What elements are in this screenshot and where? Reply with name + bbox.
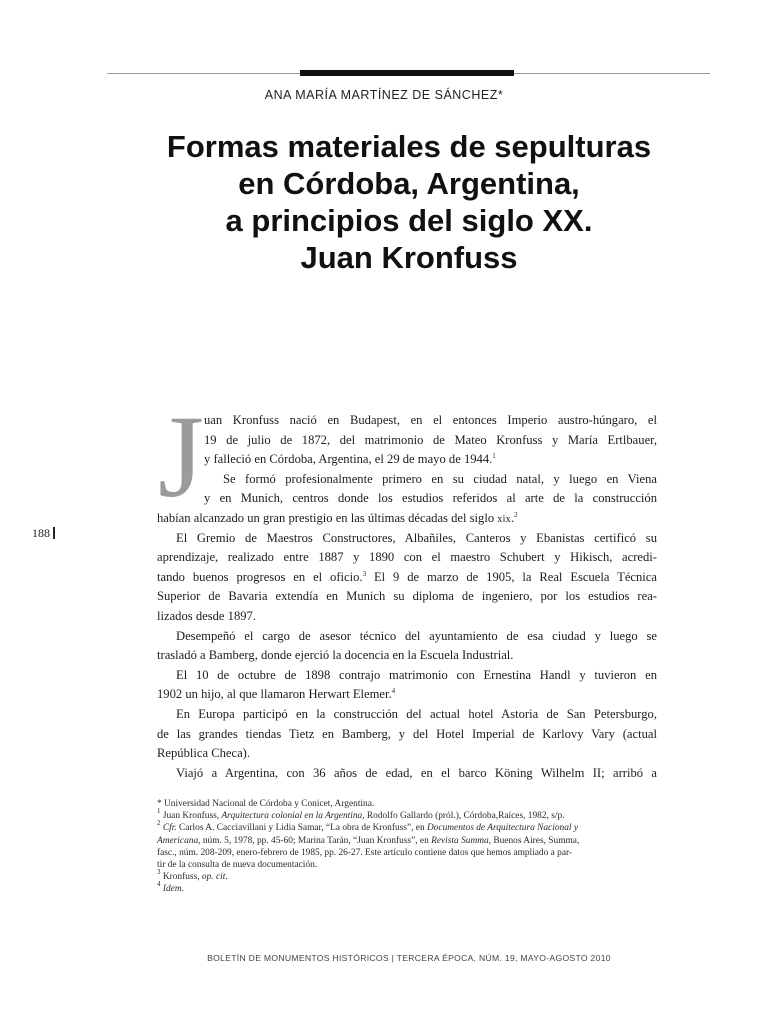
header-rule-accent <box>300 70 514 76</box>
body-line: Superior de Bavaria extendía en Munich su diploma de ingeniero, por los estudios rea- <box>157 589 657 604</box>
title-line: Formas materiales de sepulturas <box>166 129 652 164</box>
body-line: trasladó a Bamberg, donde ejerció la docencia en la Escuela Industrial. <box>157 648 514 663</box>
body-line: habían alcanzado un gran prestigio en las últimas décadas del siglo xix.$^2$ <box>157 510 518 525</box>
footnote-2-cont: fasc., núm. 208-209, enero-febrero de 1985, pp. 26-27. Este artículo contiene datos que hemos ampliado a par- <box>157 847 573 858</box>
body-line: de las grandes tiendas Tietz en Bamberg, y del Hotel Imperial de Karlovy Vary (actual <box>157 726 657 741</box>
body-line: 1902 un hijo, al que llamaron Herwart Elemer.$^4$ <box>157 687 396 702</box>
body-line: Se formó profesionalmente primero en su ciudad natal, y luego en Viena <box>223 471 657 486</box>
page-number-text: 188 <box>32 526 50 540</box>
title-line: en Córdoba, Argentina, <box>238 166 580 201</box>
footnote-2-cont: Americana, núm. 5, 1978, pp. 45-60; Marina Tarán, “Juan Kronfuss”, en Revista Summa, Buenos Aires, Summa, <box>157 835 580 846</box>
body-line: lizados desde 1897. <box>157 608 256 623</box>
author-name: ANA MARÍA MARTÍNEZ DE SÁNCHEZ* <box>264 88 504 102</box>
footnotes <box>157 798 667 896</box>
footnote-2-cont: tir de la consulta de nueva documentación. <box>157 859 318 870</box>
footnote-affiliation: * Universidad Nacional de Córdoba y Conicet, Argentina. <box>157 799 375 809</box>
body-line: y en Munich, centros donde los estudios referidos al arte de la construcción <box>204 491 657 506</box>
page-number <box>32 526 55 541</box>
body-line: República Checa). <box>157 746 251 761</box>
body-line: 19 de julio de 1872, del matrimonio de Mateo Kronfuss y María Ertlbauer, <box>204 432 657 447</box>
body-text <box>157 411 657 783</box>
footnote-3: $^3$ Kronfuss, op. cit. <box>157 868 228 883</box>
body-line: y falleció en Córdoba, Argentina, el 29 de mayo de 1944.$^1$ <box>204 452 496 467</box>
article-title <box>0 128 768 276</box>
body-line: Viajó a Argentina, con 36 años de edad, en el barco Köning Wilhelm II; arribó a <box>176 765 657 780</box>
title-line: Juan Kronfuss <box>300 240 518 275</box>
body-line: El 10 de octubre de 1898 contrajo matrimonio con Ernestina Handl y tuvieron en <box>176 667 657 682</box>
drop-cap: J <box>158 391 204 522</box>
body-line: En Europa participó en la construcción del actual hotel Astoria de San Petersburgo, <box>176 706 657 721</box>
page-number-bar <box>53 527 55 539</box>
footnote-4: $^4$ Idem. <box>157 880 184 895</box>
title-line: a principios del siglo XX. <box>225 203 593 238</box>
body-line: uan Kronfuss nació en Budapest, en el entonces Imperio austro-húngaro, el <box>204 413 657 427</box>
body-line: aprendizaje, realizado entre 1887 y 1890 con el maestro Schubert y Hikisch, acredi- <box>157 550 657 565</box>
journal-footer: BOLETÍN DE MONUMENTOS HISTÓRICOS | TERCERA ÉPOCA, NÚM. 19, MAYO-AGOSTO 2010 <box>207 953 611 963</box>
footnote-1: $^1$ Juan Kronfuss, Arquitectura colonial en la Argentina, Rodolfo Gallardo (pról.), Córdoba,Raíces, 1982, s/p. <box>157 807 565 822</box>
body-line: El Gremio de Maestros Constructores, Albañiles, Canteros y Ebanistas certificó su <box>176 530 657 545</box>
body-line: Desempeñó el cargo de asesor técnico del ayuntamiento de esa ciudad y luego se <box>176 628 657 643</box>
body-line: tando buenos progresos en el oficio.$^3$ El 9 de marzo de 1905, la Real Escuela Técnica <box>157 569 657 584</box>
footnote-2: $^2$ Cfr. Carlos A. Cacciavillani y Lidia Samar, “La obra de Kronfuss”, en Documentos de Arquitectura Nacional y <box>157 819 578 834</box>
